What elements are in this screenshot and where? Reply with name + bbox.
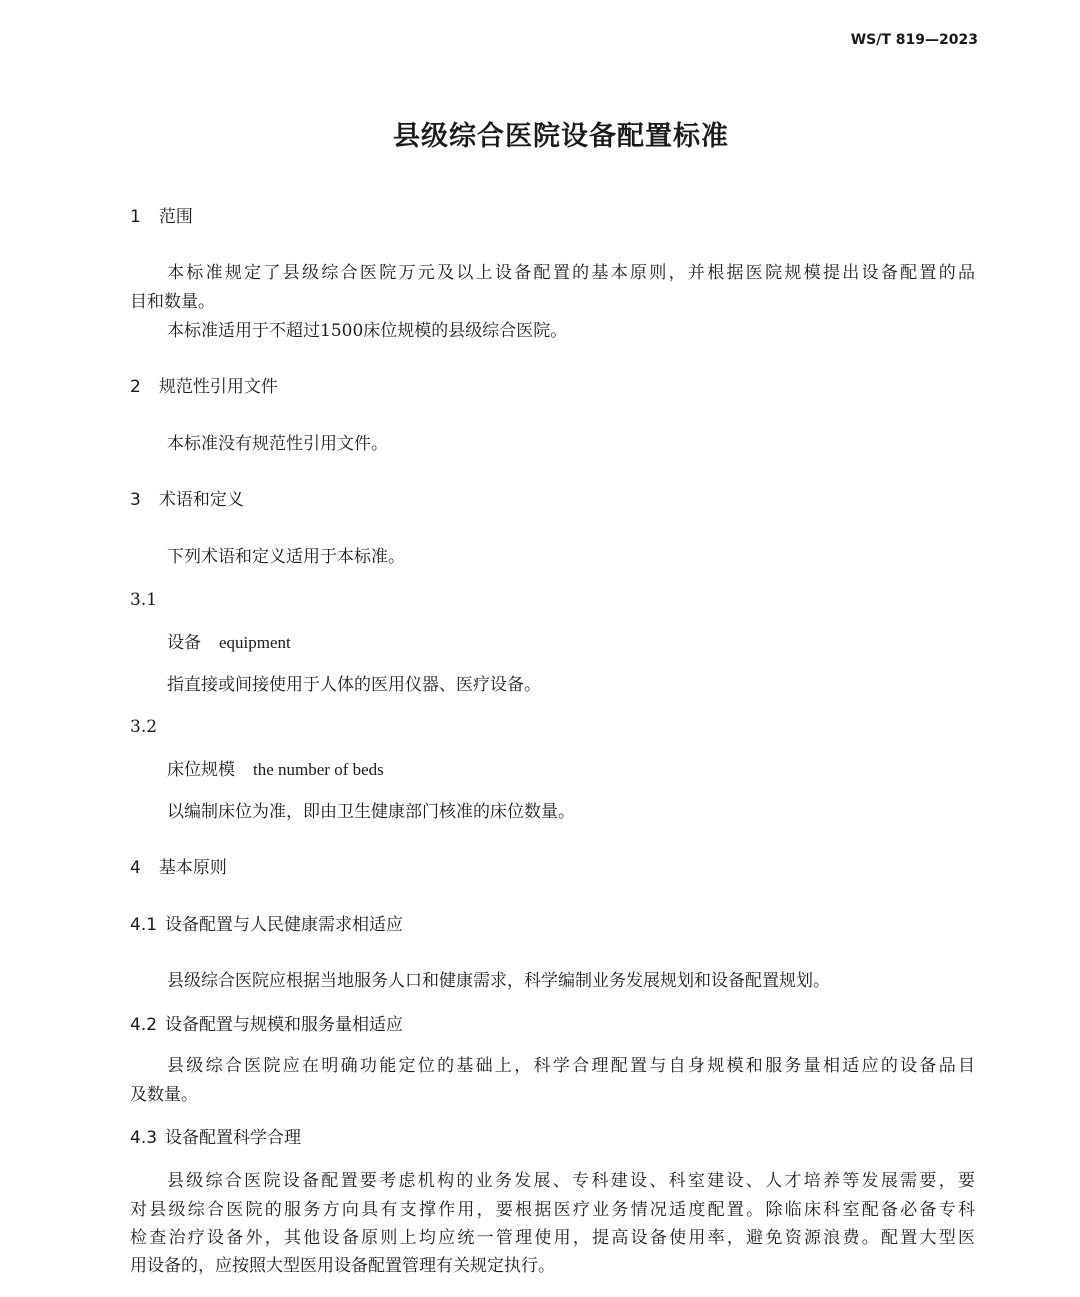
section-4-heading: [130, 856, 227, 880]
section-number: 3: [130, 490, 141, 510]
section-2-heading: [130, 375, 278, 399]
section-number: 2: [130, 377, 141, 397]
paragraph-line: 本标准没有规范性引用文件。: [167, 434, 388, 454]
term: 设备: [167, 633, 201, 653]
paragraph-line: 对县级综合医院的服务方向具有支撑作用，要根据医疗业务情况适度配置。除临床科室配备必备专科: [130, 1200, 975, 1220]
section-number: 1: [130, 207, 141, 227]
paragraph-line: 及数量。: [130, 1085, 198, 1105]
subsection-title: 设备配置与人民健康需求相适应: [165, 915, 404, 935]
paragraph-line: 检查治疗设备外，其他设备原则上均应统一管理使用，提高设备使用率，避免资源浪费。配置大型医: [130, 1228, 975, 1248]
paragraph-line: 用设备的，应按照大型医用设备配置管理有关规定执行。: [130, 1256, 555, 1276]
paragraph-line: 下列术语和定义适用于本标准。: [167, 547, 405, 567]
document-title: 县级综合医院设备配置标准: [393, 121, 729, 152]
section-number: 4: [130, 858, 141, 878]
term-entry: [167, 631, 291, 655]
term-number: 3.2: [130, 717, 158, 737]
term-definition: 以编制床位为准，即由卫生健康部门核准的床位数量。: [167, 802, 575, 822]
section-title: 术语和定义: [158, 490, 244, 510]
section-title: 范围: [158, 207, 193, 227]
paragraph-line: 县级综合医院设备配置要考虑机构的业务发展、专科建设、科室建设、人才培养等发展需要，要: [167, 1171, 975, 1191]
section-title: 基本原则: [158, 858, 227, 878]
subsection-title: 设备配置科学合理: [165, 1128, 302, 1148]
subsection-heading: [130, 913, 403, 937]
term-number: 3.1: [130, 590, 158, 610]
subsection-number: 4.2: [130, 1015, 158, 1035]
subsection-heading: [130, 1126, 301, 1150]
term: 床位规模: [167, 760, 235, 780]
paragraph-line: 县级综合医院应根据当地服务人口和健康需求，科学编制业务发展规划和设备配置规划。: [167, 971, 830, 991]
document-number: WS/T 819—2023: [850, 32, 978, 48]
subsection-title: 设备配置与规模和服务量相适应: [165, 1015, 404, 1035]
subsection-heading: [130, 1013, 403, 1037]
subsection-number: 4.3: [130, 1128, 158, 1148]
term-english: the number of beds: [253, 760, 384, 779]
paragraph-line: 本标准规定了县级综合医院万元及以上设备配置的基本原则，并根据医院规模提出设备配置的品: [167, 263, 975, 283]
term-definition: 指直接或间接使用于人体的医用仪器、医疗设备。: [167, 675, 541, 695]
term-entry: [167, 758, 384, 782]
subsection-number: 4.1: [130, 915, 158, 935]
paragraph-line: 目和数量。: [130, 292, 215, 312]
term-english: equipment: [219, 633, 291, 652]
section-title: 规范性引用文件: [158, 377, 278, 397]
paragraph-line: 本标准适用于不超过1500床位规模的县级综合医院。: [167, 321, 568, 341]
section-3-heading: [130, 488, 244, 512]
paragraph-line: 县级综合医院应在明确功能定位的基础上，科学合理配置与自身规模和服务量相适应的设备品目: [167, 1056, 975, 1076]
section-1-heading: [130, 205, 193, 229]
